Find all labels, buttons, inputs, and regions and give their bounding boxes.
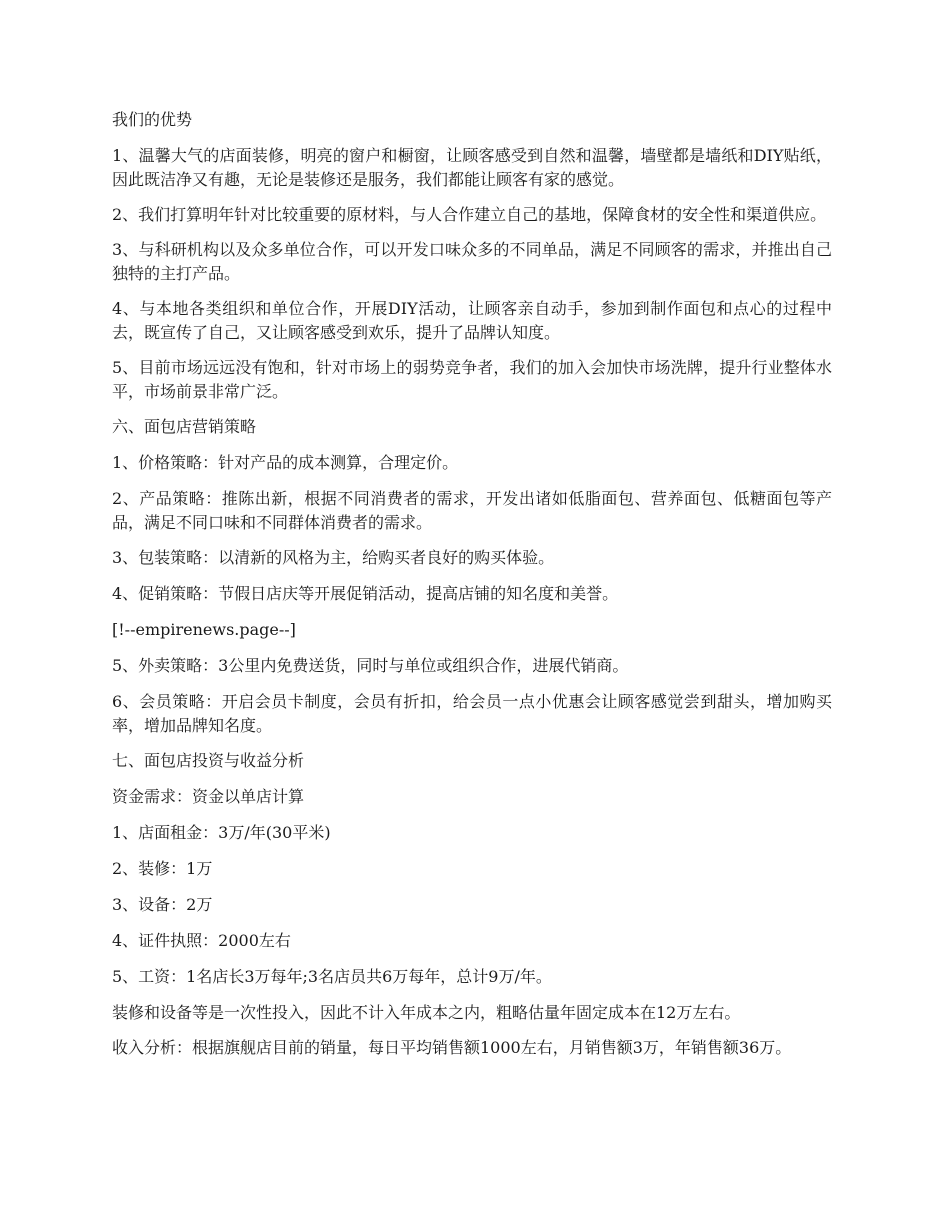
paragraph-cost-salary: 5、工资：1名店长3万每年;3名店员共6万每年，总计9万/年。 (112, 967, 552, 986)
paragraph-cost-rent: 1、店面租金：3万/年(30平米) (112, 823, 331, 842)
document-page (112, 108, 832, 1071)
section-heading-marketing: 六、面包店营销策略 (112, 417, 257, 436)
page-break-marker: [!--empirenews.page--] (112, 620, 296, 639)
section-heading-investment: 七、面包店投资与收益分析 (112, 751, 305, 770)
paragraph-advantage-4: 4、与本地各类组织和单位合作，开展DIY活动，让顾客亲自动手，参加到制作面包和点心的过程中去，既宣传了自己，又让顾客感受到欢乐，提升了品牌认知度。 (112, 299, 832, 342)
paragraph-advantage-3: 3、与科研机构以及众多单位合作，可以开发口味众多的不同单品，满足不同顾客的需求，并推出自己独特的主打产品。 (112, 240, 832, 283)
paragraph-strategy-product: 2、产品策略：推陈出新，根据不同消费者的需求，开发出诸如低脂面包、营养面包、低糖面包等产品，满足不同口味和不同群体消费者的需求。 (112, 489, 832, 532)
section-heading-advantages: 我们的优势 (112, 110, 193, 129)
paragraph-strategy-packaging: 3、包装策略：以清新的风格为主，给购买者良好的购买体验。 (112, 548, 555, 567)
paragraph-cost-license: 4、证件执照：2000左右 (112, 931, 291, 950)
paragraph-advantage-2: 2、我们打算明年针对比较重要的原材料，与人合作建立自己的基地，保障食材的安全性和渠道供应。 (112, 205, 827, 224)
paragraph-fixed-cost: 装修和设备等是一次性投入，因此不计入年成本之内，粗略估量年固定成本在12万左右。 (112, 1003, 741, 1022)
paragraph-strategy-promotion: 4、促销策略：节假日店庆等开展促销活动，提高店铺的知名度和美誉。 (112, 584, 619, 603)
paragraph-strategy-price: 1、价格策略：针对产品的成本测算，合理定价。 (112, 453, 459, 472)
paragraph-strategy-delivery: 5、外卖策略：3公里内免费送货，同时与单位或组织合作，进展代销商。 (112, 656, 629, 675)
paragraph-funding-need: 资金需求：资金以单店计算 (112, 787, 305, 806)
paragraph-cost-equipment: 3、设备：2万 (112, 895, 213, 914)
paragraph-income-analysis: 收入分析：根据旗舰店目前的销量，每日平均销售额1000左右，月销售额3万，年销售额36万。 (112, 1038, 792, 1057)
paragraph-advantage-1: 1、温馨大气的店面装修，明亮的窗户和橱窗，让顾客感受到自然和温馨，墙壁都是墙纸和DIY贴纸，因此既洁净又有趣，无论是装修还是服务，我们都能让顾客有家的感觉。 (112, 146, 832, 189)
paragraph-advantage-5: 5、目前市场远远没有饱和，针对市场上的弱势竞争者，我们的加入会加快市场洗牌，提升行业整体水平，市场前景非常广泛。 (112, 358, 832, 401)
paragraph-strategy-membership: 6、会员策略：开启会员卡制度，会员有折扣，给会员一点小优惠会让顾客感觉尝到甜头，增加购买率，增加品牌知名度。 (112, 692, 832, 735)
paragraph-cost-renovation: 2、装修：1万 (112, 859, 213, 878)
